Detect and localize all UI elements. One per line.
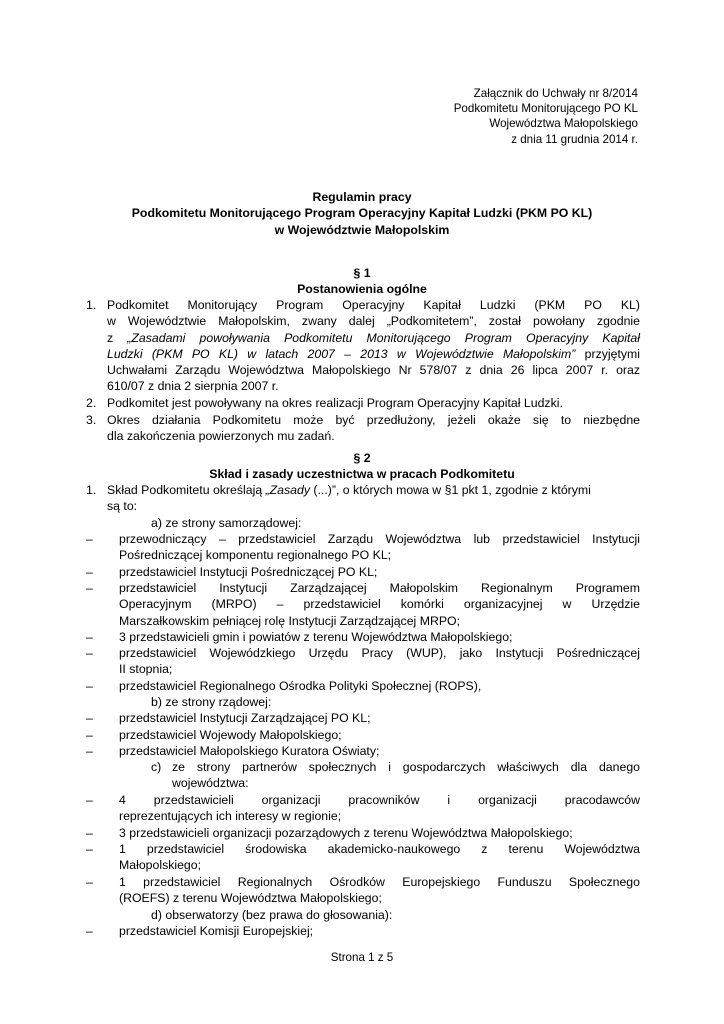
title-line: w Województwie Małopolskim [274,222,450,237]
dash-item [86,923,640,939]
text-line: reprezentujących ich interesy w regionie; [119,809,342,824]
sub-heading-b: b) ze strony rządowej: [151,695,272,709]
dash-bullet: – [86,711,93,725]
list-number: 1. [86,298,97,312]
header-line: z dnia 11 grudnia 2014 r. [511,132,638,146]
text-line: Uchwałami Zarządu Województwa Małopolskiego Nr 578/07 z dnia 26 lipca 2007 r. oraz [107,363,640,378]
dash-item [86,645,640,678]
header-line: Podkomitetu Monitorującego PO KL [453,102,638,116]
text-line: II stopnia; [119,662,173,677]
text-line: dla zakończenia powierzonych mu zadań. [107,429,335,444]
text-line [107,482,640,498]
text-line: 4 przedstawicieli organizacji pracowników i organizacji pracodawców [119,793,640,807]
text-line: przedstawiciel Regionalnego Ośrodka Polityki Społecznej (ROPS), [119,679,482,693]
dash-bullet: – [86,793,93,807]
title-line: Regulamin pracy [312,190,412,204]
list-item [86,482,640,515]
text-line: w Województwie Małopolskim, zwany dalej „Podkomitetem”, został powołany zgodnie [107,314,640,329]
text-line: Małopolskiego; [119,858,202,873]
text-fragment: (...)”, o których mowa w §1 pkt 1, zgodnie z którymi [310,483,591,497]
dash-item [86,874,640,907]
text-line: przedstawiciel Instytucji Zarządzającej PO KL; [119,711,371,725]
text-line: (ROEFS) z terenu Województwa Małopolskiego; [119,891,382,906]
text-line [107,346,640,362]
section-1-heading [0,265,724,298]
text-line: przedstawiciel Instytucji Zarządzającej Małopolskim Regionalnym Programem [119,581,640,595]
sub-heading-c [151,759,640,792]
list-number: 3. [86,413,97,427]
dash-bullet: – [86,842,93,856]
text-line: przewodniczący – przedstawiciel Zarządu Województwa lub przedstawiciel Instytucji [119,532,640,546]
dash-item [86,678,640,694]
citation-italic: Ludzki (PKM PO KL) w latach 2007 – 2013 w Województwie Małopolskim” [107,346,576,361]
dash-bullet: – [86,728,93,742]
sub-heading-a: a) ze strony samorządowej: [151,516,302,530]
text-line: województwa: [172,776,249,791]
dash-bullet: – [86,646,93,660]
dash-item [86,792,640,825]
text-line: przedstawiciel Wojewódzkiego Urzędu Pracy (WUP), jako Instytucji Pośredniczącej [119,646,640,660]
text-line: ze strony partnerów społecznych i gospodarczych właściwych dla danego [172,760,640,774]
document-title [0,189,724,238]
dash-bullet: – [86,532,93,546]
dash-item [86,580,640,629]
dash-item [86,743,640,759]
sub-letter: c) [151,760,162,774]
text-line: 1 przedstawiciel środowiska akademicko-naukowego z terenu Województwa [119,842,640,856]
dash-item [86,629,640,645]
dash-item [86,727,640,743]
text-line: 610/07 z dnia 2 sierpnia 2007 r. [107,379,279,394]
section-2-heading [0,450,724,483]
citation-italic: „Zasady [265,483,310,497]
text-line [107,330,640,346]
text-fragment: z [107,330,128,345]
dash-bullet: – [86,581,93,595]
dash-item [86,531,640,564]
text-fragment: Skład Podkomitetu określają [107,483,266,497]
dash-item [86,710,640,726]
section-title: Postanowienia ogólne [297,282,427,297]
dash-bullet: – [86,826,93,840]
dash-bullet: – [86,744,93,758]
text-line: Podkomitet jest powoływany na okres realizacji Program Operacyjny Kapitał Ludzki. [107,396,563,410]
text-line: Pośredniczącej komponentu regionalnego PO KL; [119,548,392,563]
text-line: 1 przedstawiciel Regionalnych Ośrodków Europejskiego Funduszu Społecznego [119,875,640,889]
section-number: § 1 [353,266,371,280]
list-number: 2. [86,396,97,410]
text-line: 3 przedstawicieli organizacji pozarządowych z terenu Województwa Małopolskiego; [119,826,573,840]
section-title: Skład i zasady uczestnictwa w pracach Podkomitetu [209,467,515,482]
dash-item [86,825,640,841]
dash-item [86,564,640,580]
text-line: są to: [107,499,138,514]
text-line: 3 przedstawicieli gmin i powiatów z terenu Województwa Małopolskiego; [119,630,513,644]
text-line: przedstawiciel Wojewody Małopolskiego; [119,728,342,742]
dash-item [86,841,640,874]
list-item [86,412,640,445]
dash-bullet: – [86,924,93,938]
list-item [86,395,640,411]
sub-heading-d: d) obserwatorzy (bez prawa do głosowania): [151,908,393,922]
text-line: przedstawiciel Małopolskiego Kuratora Oświaty; [119,744,380,758]
text-fragment: przyjętymi [575,346,640,361]
text-line: przedstawiciel Instytucji Pośredniczącej PO KL; [119,565,378,579]
text-line: Okres działania Podkomitetu może być przedłużony, jeżeli okaże się to niezbędne [107,413,640,427]
section-number: § 2 [353,451,371,465]
text-line: przedstawiciel Komisji Europejskiej; [119,924,314,938]
attachment-header [454,86,638,147]
text-line: Podkomitet Monitorujący Program Operacyjny Kapitał Ludzki (PKM PO KL) [107,298,640,312]
dash-bullet: – [86,565,93,579]
list-item [86,297,640,395]
text-line: Marszałkowskim pełniącej rolę Instytucji Zarządzającej MRPO; [119,613,461,628]
dash-bullet: – [86,875,93,889]
citation-italic: „Zasadami powoływania Podkomitetu Monitorującego Program Operacyjny Kapitał [127,330,640,345]
title-line: Podkomitetu Monitorującego Program Operacyjny Kapitał Ludzki (PKM PO KL) [131,206,593,221]
dash-bullet: – [86,630,93,644]
dash-bullet: – [86,679,93,693]
page-number: Strona 1 z 5 [330,951,394,964]
text-line: Operacyjnym (MRPO) – przedstawiciel komórki organizacyjnej w Urzędzie [119,597,640,612]
header-line: Załącznik do Uchwały nr 8/2014 [473,87,638,100]
list-number: 1. [86,483,97,497]
header-line: Województwa Małopolskiego [489,117,638,131]
